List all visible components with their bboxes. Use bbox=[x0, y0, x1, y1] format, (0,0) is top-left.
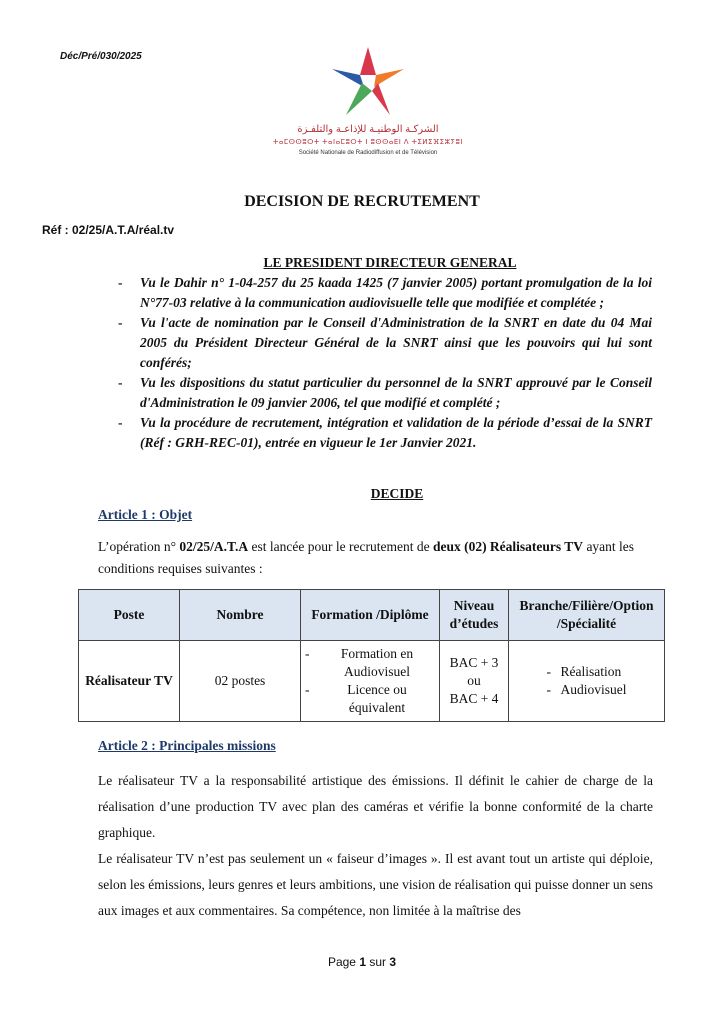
recruitment-count: deux (02) Réalisateurs TV bbox=[432, 539, 584, 554]
niveau-option: BAC + 4 bbox=[449, 691, 499, 706]
formation-item: - Licence ou équivalent bbox=[305, 681, 435, 717]
page-number: 1 bbox=[359, 955, 366, 969]
decision-reference: Réf : 02/25/A.T.A/réal.tv bbox=[42, 223, 175, 237]
cell-niveau bbox=[440, 641, 509, 722]
article-2-heading: Article 2 : Principales missions bbox=[98, 738, 276, 753]
logo-left-branch bbox=[332, 69, 364, 87]
page-separator: sur bbox=[369, 955, 387, 969]
consideration-item: - Vu les dispositions du statut particulier du personnel de la SNRT approuvé par le Conseil d'Administration le 09 janvier 2006, tel que modifié et complété ; bbox=[118, 373, 652, 413]
consideration-item: - Vu la procédure de recrutement, intégration et validation de la période d’essai de la SNRT (Réf : GRH-REC-01), entrée en vigueur le 1er Janvier 2021. bbox=[118, 413, 652, 453]
cell-branche bbox=[509, 641, 665, 722]
authority-heading: LE PRESIDENT DIRECTEUR GENERAL bbox=[263, 255, 517, 270]
operation-reference: 02/25/A.T.A bbox=[179, 539, 249, 554]
article-1-heading: Article 1 : Objet bbox=[98, 507, 193, 522]
logo-bottom-right-branch bbox=[372, 83, 390, 115]
article-2-body bbox=[98, 768, 653, 924]
article-1-intro bbox=[98, 536, 653, 580]
positions-table bbox=[78, 589, 665, 722]
niveau-or: ou bbox=[467, 673, 481, 688]
intro-text: L’opération n° bbox=[98, 539, 180, 554]
column-header-nombre: Nombre bbox=[180, 590, 301, 641]
cell-formation bbox=[301, 641, 440, 722]
intro-text: est lancée pour le recrutement de bbox=[248, 539, 433, 554]
intro-text: ayant les conditions requises suivantes : bbox=[98, 539, 635, 576]
paragraph: Le réalisateur TV a la responsabilité artistique des émissions. Il définit le cahier de charge de la réalisation d’une production TV avec plan des caméras et vérifie la bonne conformité de la charte graphique. bbox=[98, 773, 653, 840]
logo-bottom-branch bbox=[346, 83, 372, 115]
branche-item: - Audiovisuel bbox=[547, 681, 627, 699]
snrt-star-logo-icon bbox=[330, 45, 406, 117]
column-header-formation: Formation /Diplôme bbox=[301, 590, 440, 641]
formation-item: - Formation en Audiovisuel bbox=[305, 645, 435, 681]
cell-poste: Réalisateur TV bbox=[79, 641, 180, 722]
org-name-french: Société Nationale de Radiodiffusion et de Télévision bbox=[298, 150, 438, 156]
considerations-list bbox=[118, 273, 652, 453]
document-title: DECISION DE RECRUTEMENT bbox=[244, 193, 480, 210]
table-row bbox=[79, 641, 665, 722]
consideration-item: - Vu le Dahir n° 1-04-257 du 25 kaada 1425 (7 janvier 2005) portant promulgation de la loi N°77-03 relative à la communication audiovisuelle telle que modifiée et complétée ; bbox=[118, 273, 652, 313]
page-total: 3 bbox=[389, 955, 397, 969]
org-name-arabic: الشركـة الوطنيـة للإذاعـة والتلفـزة bbox=[297, 124, 439, 135]
column-header-niveau: Niveau d’études bbox=[440, 590, 509, 641]
page-label: Page bbox=[327, 955, 356, 969]
page-footer bbox=[0, 955, 724, 969]
org-name-tifinagh: ⵜⴰⵎⵙⵙⵓⵔⵜ ⵜⴰⵏⴰⵎⵓⵔⵜ ⵏ ⵓⵙⵙⴰⴹⵏ ⴷ ⵜⵉⵍⵉⴼⵉⵣⵢⵓⵏ bbox=[273, 139, 463, 146]
column-header-branche: Branche/Filière/Option /Spécialité bbox=[509, 590, 665, 641]
column-header-poste: Poste bbox=[79, 590, 180, 641]
niveau-option: BAC + 3 bbox=[449, 655, 499, 670]
consideration-item: - Vu l'acte de nomination par le Conseil d'Administration de la SNRT en date du 04 Mai 2005 du Président Directeur Général de la SNRT ainsi que les pouvoirs qui lui sont conférés; bbox=[118, 313, 652, 373]
table-header-row bbox=[79, 590, 665, 641]
branche-item: - Réalisation bbox=[547, 663, 627, 681]
decide-heading: DECIDE bbox=[370, 486, 424, 501]
document-reference: Déc/Pré/030/2025 bbox=[60, 51, 142, 62]
paragraph: Le réalisateur TV n’est pas seulement un « faiseur d’images ». Il est avant tout un artiste qui déploie, selon les émissions, leurs genres et leurs ambitions, une vision de réalisation qui puisse donner un sens aux images et aux commentaires. Sa compétence, non limitée à la maîtrise des bbox=[98, 851, 653, 918]
cell-nombre: 02 postes bbox=[180, 641, 301, 722]
logo-top-branch bbox=[360, 47, 376, 75]
logo-right-branch bbox=[374, 69, 404, 87]
